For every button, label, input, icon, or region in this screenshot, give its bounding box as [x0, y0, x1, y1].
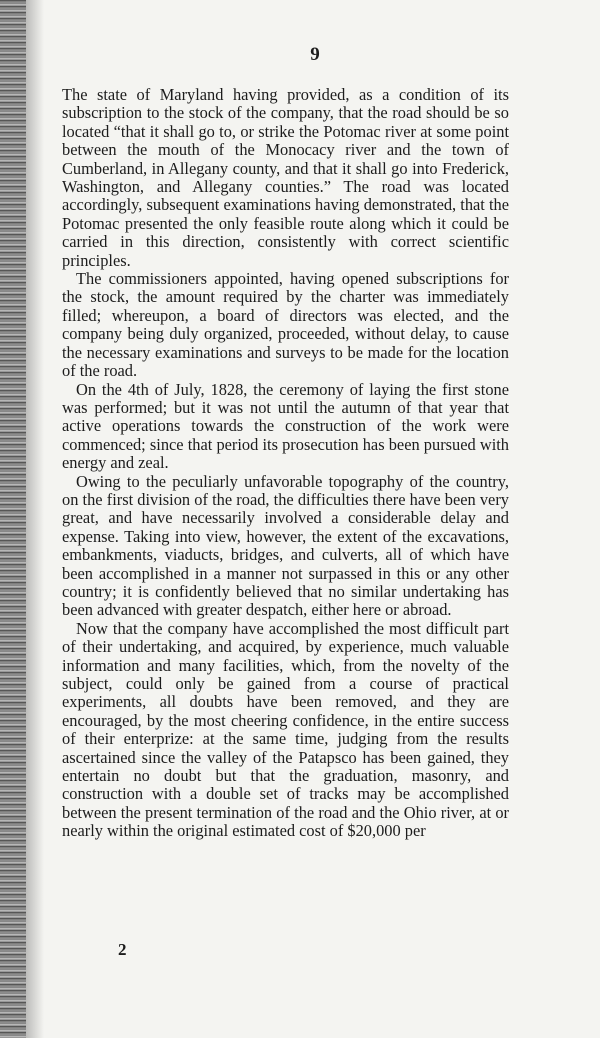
paragraph-3: On the 4th of July, 1828, the ceremony of laying the first stone was performed; but it was not until the autumn of that year that active operations towards the construction of the work were commenced; since that period its prosecution has been pursued with energy and zeal.	[62, 379, 509, 473]
body-text	[62, 86, 509, 841]
signature-mark: 2	[118, 940, 127, 959]
binding-shadow	[26, 0, 44, 1038]
page-number: 9	[310, 44, 320, 65]
paragraph-5: Now that the company have accomplished the most difficult part of their undertaking, and acquired, by experience, much valuable information and many facilities, which, from the novelty of the subject, could only be gained from a course of practical experiments, all doubts have been removed, and they are encouraged, by the most cheering confidence, in the entire success of their enterprize: at the same time, judging from the results ascertained since the valley of the Patapsco has been gained, they entertain no doubt but that the graduation, masonry, and construction with a double set of tracks may be accomplished between the present termination of the road and the Ohio river, at or nearly within the original estimated cost of $20,000 per	[62, 618, 509, 841]
paragraph-4: Owing to the peculiarly unfavorable topography of the country, on the first division of the road, the difficulties there have been very great, and have necessarily involved a considerable delay and expense. Taking into view, however, the extent of the excavations, embankments, viaducts, bridges, and culverts, all of which have been accomplished in a manner not surpassed in this or any other country; it is confidently believed that no similar undertaking has been advanced with greater despatch, either here or abroad.	[62, 471, 509, 620]
paragraph-1: The state of Maryland having provided, as a condition of its subscription to the stock of the company, that the road should be so located “that it shall go to, or strike the Potomac river at some point between the mouth of the Monocacy river and the town of Cumberland, in Allegany county, and that it shall go into Frederick, Washington, and Allegany counties.” The road was located accordingly, subsequent examinations having demonstrated, that the Potomac presented the only feasible route along which it could be carried in this direction, consistently with correct scientific principles.	[62, 85, 509, 270]
page-binding-edge	[0, 0, 26, 1038]
paragraph-2: The commissioners appointed, having opened subscriptions for the stock, the amount required by the charter was immediately filled; whereupon, a board of directors was elected, and the company being duly organized, proceeded, without delay, to cause the necessary examinations and surveys to be made for the location of the road.	[62, 269, 509, 381]
